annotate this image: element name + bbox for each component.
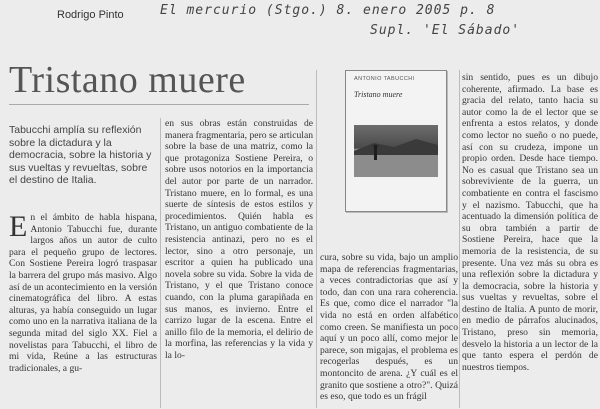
book-cover-title: Tristano muere	[354, 90, 403, 99]
column-1-text: n el ámbito de habla hispana, Antonio Tabucchi fue, durante largos años un autor de culto para el pequeño grupo de lectores. Con Sostiene Pereira logró traspasar la barrera del grupo más masivo. Algo así de un acontecimiento en la versión cinematográfica del libro. A estas alturas, ya había conseguido un lugar como uno en la narrativa italiana de la segunda mitad del siglo XX. Fiel a novelistas para Tabucchi, el libro de mi vida, Reúne a las estructuras tradicionales, a gu-	[9, 212, 157, 374]
article-column-3	[320, 252, 458, 408]
handwritten-source-note	[160, 3, 600, 43]
handwritten-note-line-2: Supl. 'El Sábado'	[370, 23, 521, 38]
article-column-1	[9, 212, 157, 408]
article-column-2	[165, 118, 313, 408]
drop-cap: E	[9, 212, 28, 243]
column-divider	[316, 70, 317, 408]
book-cover-photo	[354, 125, 438, 177]
book-cover-author: ANTONIO TABUCCHI	[354, 76, 415, 82]
column-3-text: cura, sobre su vida, bajo un amplio mapa de referencias fragmentarias, a veces contradictorias que así y todo, dan con una rara coherencia. Es que, como dice el narrador "la vida no está en orden alfabético como creen. Se manifiesta un poco aquí y un poco allí, como mejor le parece, son migajas, el problema es recogerlas después, es un montoncito de arena. ¿Y cuál es el granito que sostiene a otro?". Quizá es eso, que todo es un frágil	[320, 252, 458, 403]
headline-rule	[9, 104, 309, 105]
headline: Tristano muere	[9, 59, 246, 101]
byline: Rodrigo Pinto	[57, 9, 124, 21]
article-column-4	[462, 72, 598, 408]
book-cover-image	[345, 70, 447, 212]
handwritten-note-line-1: El mercurio (Stgo.) 8. enero 2005 p. 8	[160, 3, 496, 18]
column-divider	[459, 70, 460, 408]
column-2-text: en sus obras están construidas de manera fragmentaria, pero se articulan sobre la base de una matriz, como la que protagoniza Sostiene Pereira, o sobre usos notorios en la importancia del autor por parte de un narrador. Tristano muere, en lo formal, es una suerte de síntesis de estos estilos y procedimientos. Quién habla es Tristano, un antiguo combatiente de la resistencia antinazi, pero no es el lector, sino a otro personaje, un escritor a quien ha publicado una novela sobre su vida. Sobre la vida de Tristano, y el que Tristano conoce cuando, con la pluma garapiñada en sus manos, es invierno. Entre el carrizo lugar de la escena. Entre el anillo filo de la memoria, el delirio de la morfina, las referencias y la vida y la lo-	[165, 118, 313, 361]
lede: Tabucchi amplía su reflexión sobre la dictadura y la democracia, sobre la historia y sus vueltas y revueltas, sobre el destino de Italia.	[9, 124, 152, 186]
landscape-figure-icon	[354, 125, 438, 177]
column-divider	[160, 118, 161, 408]
column-4-text: sin sentido, pues es un dibujo coherente, afirmado. La base es gracia del relato, tanto hacia su autor como la de el lector que se enfrenta a estos relatos, y donde como lector no sueño o no puede, así con su crudeza, impone un propio orden. Desde hace tiempo. No es casual que Tristano sea un sobreviviente de la guerra, un combatiente en contra el fascismo y el nazismo. Tabucchi, que ha acentuado la dimensión política de su obra también a partir de Sostiene Pereira, hace que la memoria de la resistencia, de su presente. Una vez más su obra es una reflexión sobre la dictadura y la democracia, sobre la historia y sus vueltas y revueltas, sobre el destino de Italia. A punto de morir, en medio de párrafos alucinados, Tristano, preso sin memoria, desvelo la historia a un lector de la que tanto espera el perdón de nuestros tiempos.	[462, 72, 598, 373]
